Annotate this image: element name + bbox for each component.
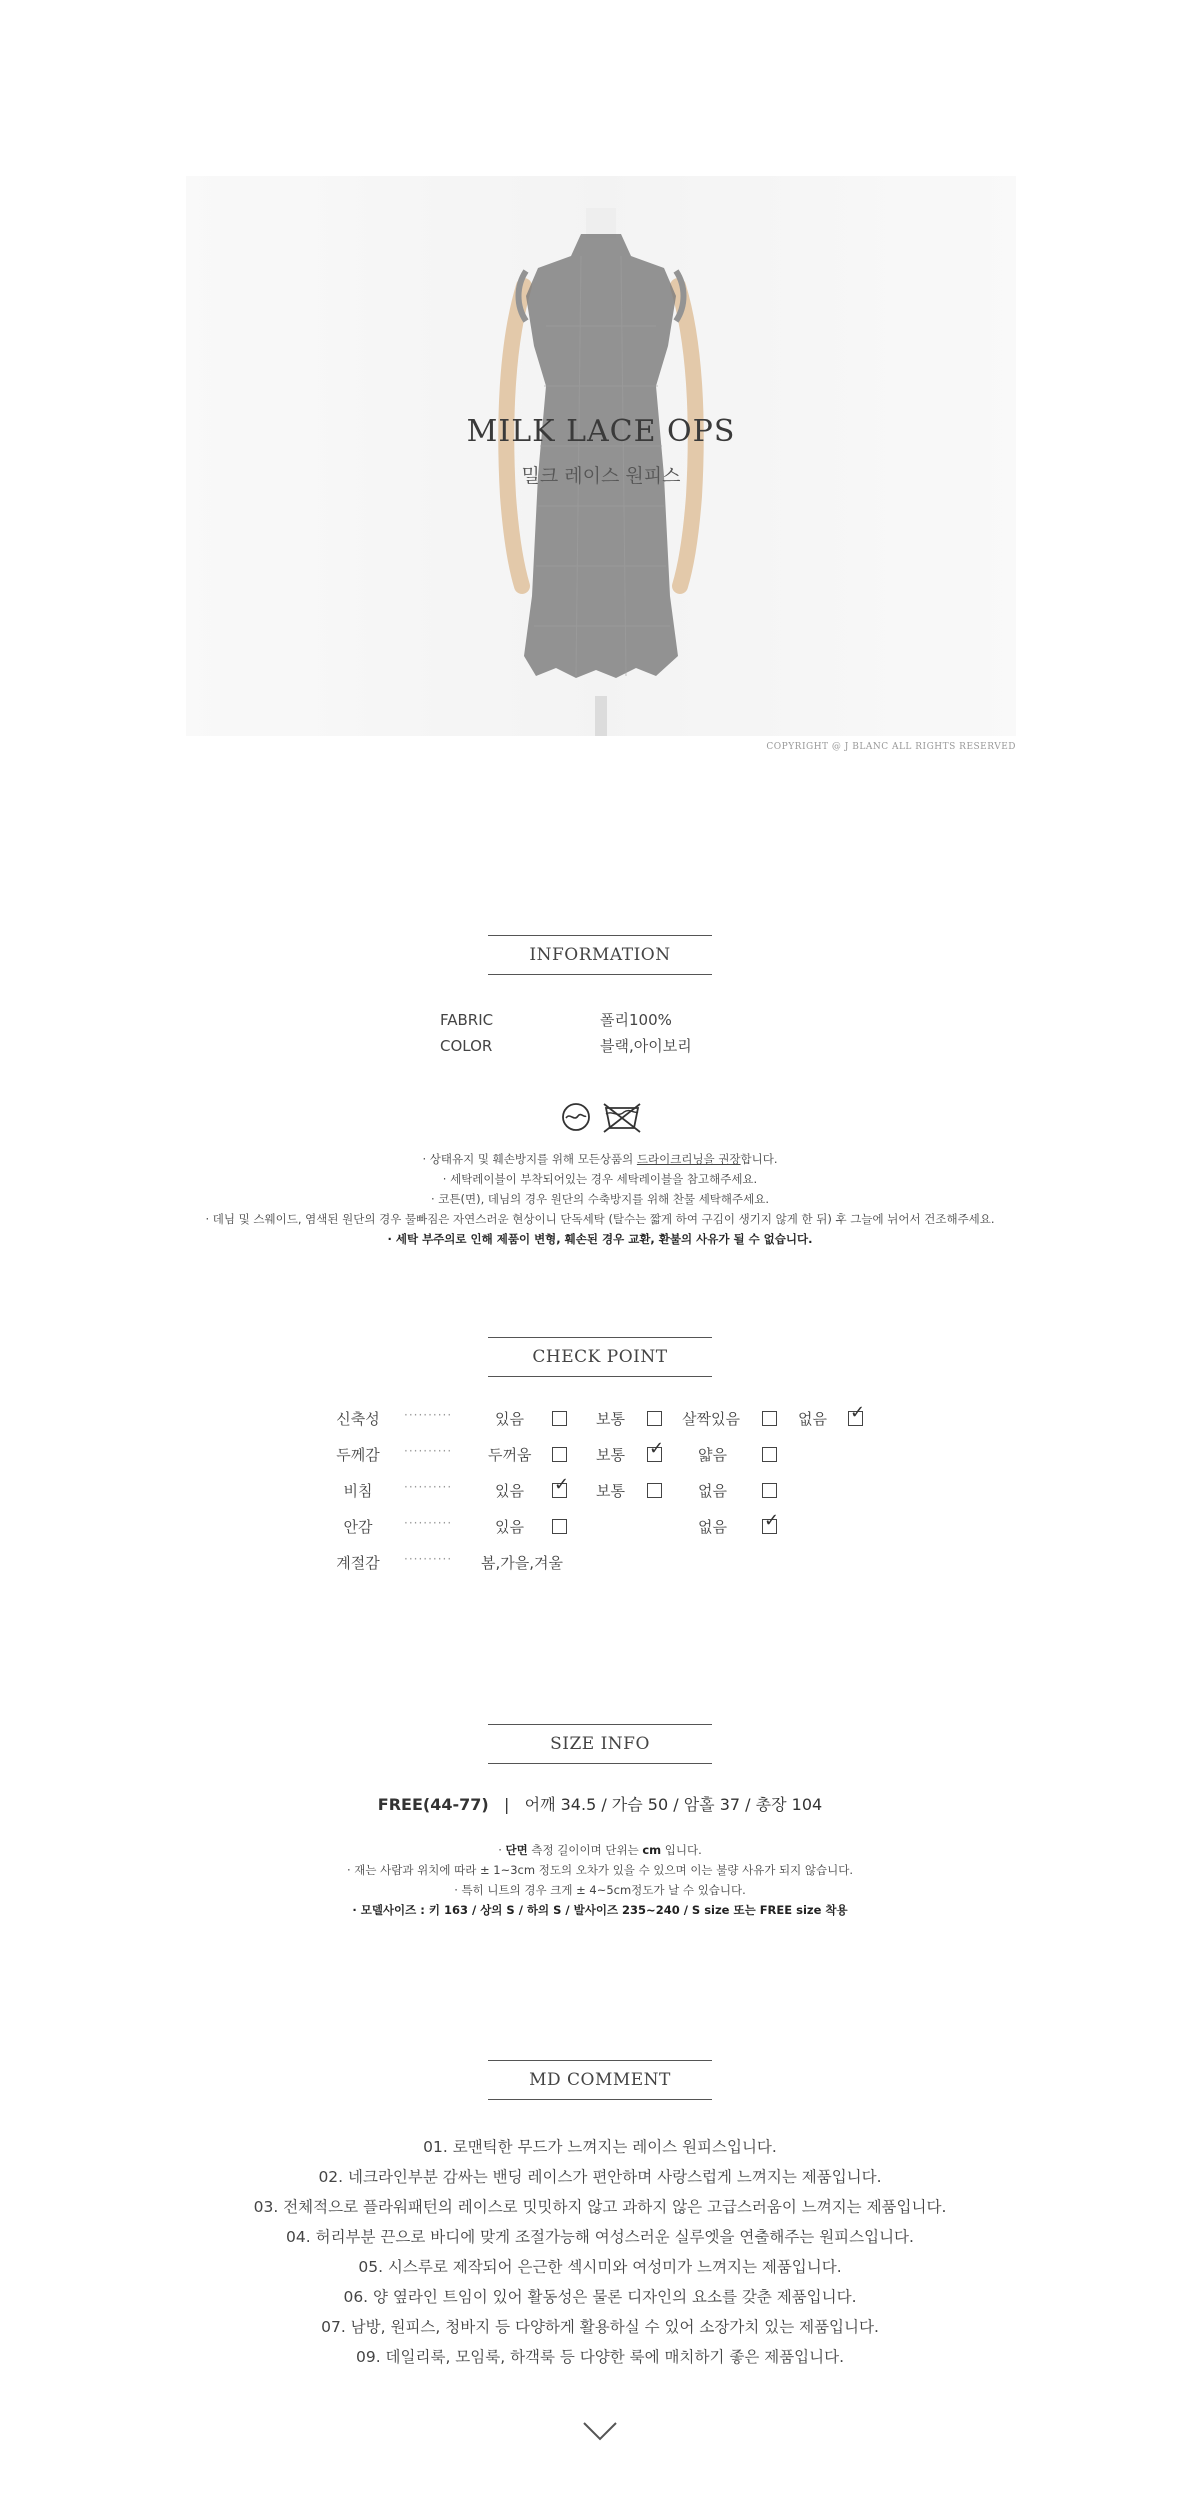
season-value: 봄,가을,겨울 — [481, 1554, 563, 1572]
checkpoint-grid — [330, 1402, 890, 1588]
size-measures: 어깨 34.5 / 가슴 50 / 암홀 37 / 총장 104 — [524, 1795, 823, 1814]
info-key: FABRIC — [440, 1011, 494, 1029]
checkbox-checked — [848, 1402, 866, 1426]
check-option: 없음 — [698, 1482, 727, 1500]
size-note-3: · 특히 니트의 경우 크게 ± 4~5cm정도가 날 수 있습니다. — [454, 1883, 746, 1897]
check-option: 없음 — [798, 1410, 827, 1428]
information-heading: INFORMATION — [488, 935, 712, 975]
check-label: 비침 — [343, 1482, 373, 1500]
md-comment-item: 04. 허리부분 끈으로 바디에 맞게 조절가능해 여성스러운 실루엣을 연출해주는 원피스입니다. — [286, 2228, 914, 2246]
no-machine-wash-icon — [604, 1104, 640, 1132]
care-note-5: · 세탁 부주의로 인해 제품이 변형, 훼손된 경우 교환, 환불의 사유가 될 수 없습니다. — [387, 1232, 813, 1246]
md-comment-item: 05. 시스루로 제작되어 은근한 섹시미와 여성미가 느껴지는 제품입니다. — [358, 2258, 842, 2276]
check-option: 보통 — [596, 1446, 625, 1464]
checkbox — [552, 1411, 567, 1426]
md-comment-heading: MD COMMENT — [488, 2060, 712, 2100]
care-note-4: · 데님 및 스웨이드, 염색된 원단의 경우 물빠짐은 자연스러운 현상이니 단독세탁 (탈수는 짧게 하여 구김이 생기지 않게 한 뒤) 후 그늘에 뉘어서 건조해주세요. — [205, 1212, 995, 1226]
checkbox-checked — [647, 1438, 665, 1462]
checkmark-icon: ✓ — [850, 1402, 866, 1423]
information-table — [440, 1007, 760, 1059]
care-note-3: · 코튼(면), 데님의 경우 원단의 수축방지를 위해 찬물 세탁해주세요. — [430, 1192, 769, 1206]
md-comment-item: 09. 데일리룩, 모임룩, 하객룩 등 다양한 룩에 매치하기 좋은 제품입니다. — [355, 2348, 845, 2366]
checkbox — [552, 1447, 567, 1462]
size-summary — [0, 1792, 1200, 1815]
size-note-2: · 재는 사람과 위치에 따라 ± 1~3cm 정도의 오차가 있을 수 있으며 이는 불량 사유가 되지 않습니다. — [346, 1863, 854, 1877]
checkbox — [762, 1447, 777, 1462]
size-note-4: · 모델사이즈 : 키 163 / 상의 S / 하의 S / 발사이즈 235~240 / S size 또는 FREE size 착용 — [352, 1903, 848, 1917]
md-comment-item: 02. 네크라인부분 감싸는 밴딩 레이스가 편안하며 사랑스럽게 느껴지는 제품입니다. — [318, 2168, 882, 2186]
info-value: 폴리100% — [600, 1011, 672, 1029]
checkbox — [552, 1519, 567, 1534]
size-free: FREE(44-77) — [377, 1795, 489, 1814]
care-icons — [560, 1100, 644, 1134]
check-dots: ·········· — [404, 1408, 453, 1422]
check-dots: ·········· — [404, 1480, 453, 1494]
check-option: 얇음 — [698, 1446, 727, 1464]
hero-image — [186, 176, 1016, 736]
check-option: 있음 — [495, 1518, 524, 1536]
check-option: 살짝있음 — [682, 1410, 740, 1428]
check-row-elasticity — [330, 1402, 890, 1444]
info-value: 블랙,아이보리 — [600, 1037, 692, 1055]
check-row-see-through — [330, 1474, 890, 1516]
care-note-1: · 상태유지 및 훼손방지를 위해 모든상품의 드라이크리닝을 권장합니다. — [422, 1152, 778, 1166]
md-comment-list — [0, 2132, 1200, 2372]
size-note-1: · 단면 측정 길이이며 단위는 cm 입니다. — [498, 1843, 702, 1857]
check-label: 계절감 — [336, 1554, 380, 1572]
dress-photo — [186, 176, 1016, 736]
checkbox-checked — [762, 1510, 780, 1534]
checkmark-icon: ✓ — [554, 1474, 570, 1495]
copyright-text: COPYRIGHT @ J BLANC ALL RIGHTS RESERVED — [766, 742, 1016, 752]
care-note-2: · 세탁레이블이 부착되어있는 경우 세탁레이블을 참고해주세요. — [442, 1172, 758, 1186]
size-separator: | — [503, 1795, 510, 1814]
checkbox — [647, 1483, 662, 1498]
chevron-down-icon[interactable] — [582, 2420, 618, 2442]
product-title: MILK LACE OPS — [466, 414, 736, 449]
check-option: 두꺼움 — [488, 1446, 532, 1464]
md-comment-item: 06. 양 옆라인 트임이 있어 활동성은 물론 디자인의 요소를 갖춘 제품입니다. — [343, 2288, 857, 2306]
check-option: 보통 — [596, 1410, 625, 1428]
check-row-thickness — [330, 1438, 890, 1480]
info-row-color — [440, 1033, 760, 1059]
md-comment-item: 07. 남방, 원피스, 청바지 등 다양하게 활용하실 수 있어 소장가치 있는 제품입니다. — [321, 2318, 879, 2336]
check-row-season — [330, 1552, 890, 1588]
check-dots: ·········· — [404, 1444, 453, 1458]
info-row-fabric — [440, 1007, 760, 1033]
check-option: 보통 — [596, 1482, 625, 1500]
checkbox — [647, 1411, 662, 1426]
md-comment-item: 03. 전체적으로 플라워패턴의 레이스로 밋밋하지 않고 과하지 않은 고급스러움이 느껴지는 제품입니다. — [253, 2198, 947, 2216]
checkbox-checked — [552, 1474, 570, 1498]
hand-wash-icon — [563, 1104, 589, 1130]
checkmark-icon: ✓ — [649, 1438, 665, 1459]
check-dots: ·········· — [404, 1516, 453, 1530]
md-comment-item: 01. 로맨틱한 무드가 느껴지는 레이스 원피스입니다. — [423, 2138, 777, 2156]
size-heading: SIZE INFO — [488, 1724, 712, 1764]
checkbox — [762, 1483, 777, 1498]
check-label: 안감 — [343, 1518, 373, 1536]
size-notes — [0, 1840, 1200, 1920]
check-dots: ·········· — [404, 1552, 453, 1566]
product-subtitle: 밀크 레이스 원피스 — [521, 465, 681, 487]
check-label: 두께감 — [336, 1446, 380, 1464]
care-notes — [0, 1149, 1200, 1249]
check-option: 있음 — [495, 1482, 524, 1500]
check-option: 있음 — [495, 1410, 524, 1428]
check-row-lining — [330, 1510, 890, 1552]
info-key: COLOR — [440, 1037, 493, 1055]
checkmark-icon: ✓ — [764, 1510, 780, 1531]
checkpoint-heading: CHECK POINT — [488, 1337, 712, 1377]
check-label: 신축성 — [336, 1410, 380, 1428]
check-option: 없음 — [698, 1518, 727, 1536]
checkbox — [762, 1411, 777, 1426]
